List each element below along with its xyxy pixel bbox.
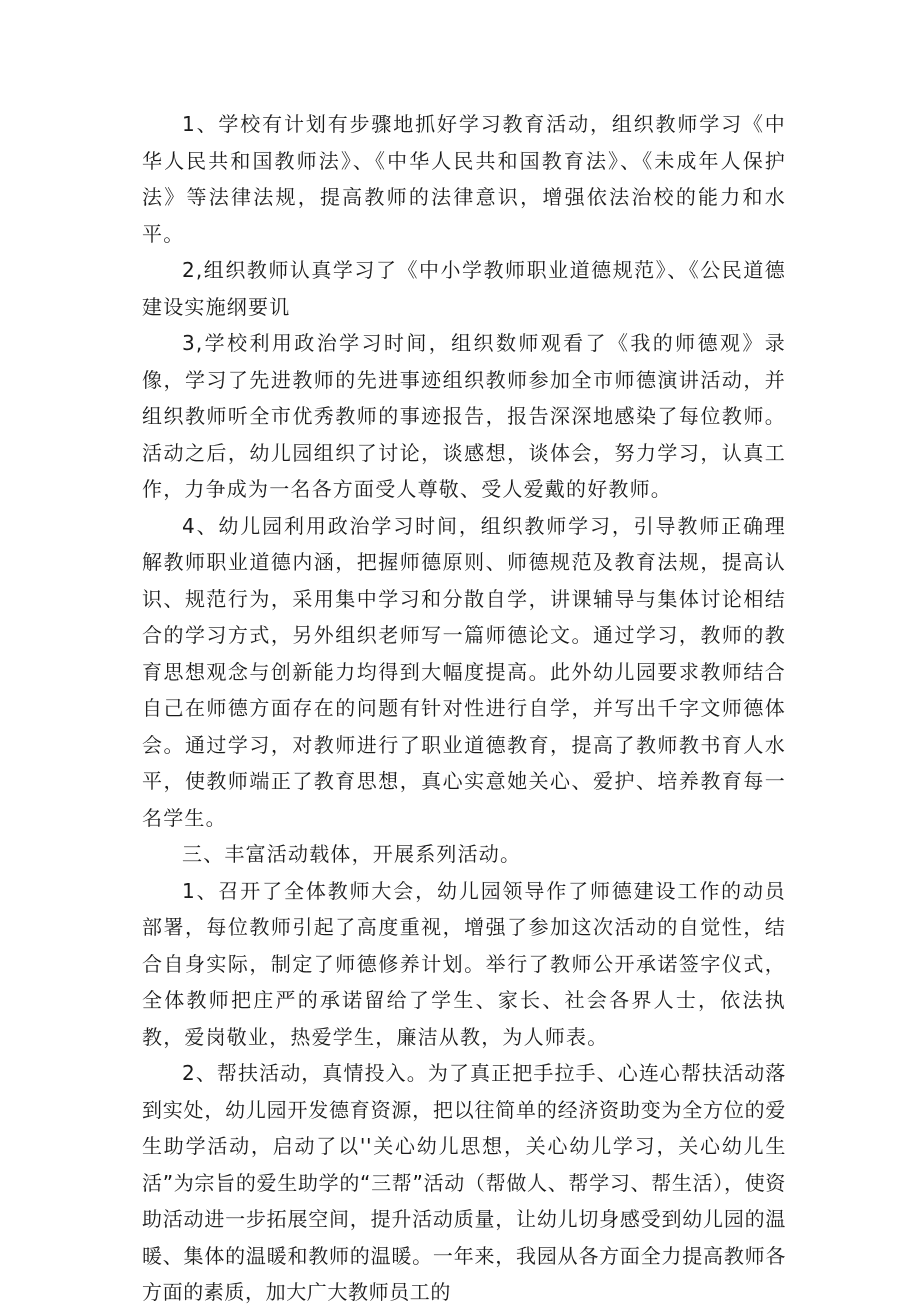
paragraph-4: 4、幼儿园利用政治学习时间，组织教师学习，引导教师正确理解教师职业道德内涵，把握师德原则、师德规范及教育法规，提高认识、规范行为，采用集中学习和分散自学，讲课辅导与集体讨论相结合的学习方式，另外组织老师写一篇师德论文。通过学习，教师的教育思想观念与创新能力均得到大幅度提高。此外幼儿园要求教师结合自己在师德方面存在的问题有针对性进行自学，并写出千字文师德体会。通过学习，对教师进行了职业道德教育，提高了教师教书育人水平，使教师端正了教育思想，真心实意她关心、爱护、培养教育每一名学生。 (142, 513, 786, 830)
section-heading-3: 三、丰富活动载体，开展系列活动。 (182, 842, 522, 866)
document-body (142, 106, 786, 1311)
paragraph-5: 1、召开了全体教师大会，幼儿园领导作了师德建设工作的动员部署，每位教师引起了高度重视，增强了参加这次活动的自觉性，结合自身实际，制定了师德修养计划。举行了教师公开承诺签字仪式，全体教师把庄严的承诺留给了学生、家长、社会各界人士，依法执教，爱岗敬业，热爱学生，廉洁从教，为人师表。 (142, 878, 786, 1049)
paragraph-3: 3,学校利用政治学习时间，组织数师观看了《我的师德观》录像，学习了先进教师的先进事迹组织教师参加全市师德演讲活动，并组织教师听全市优秀教师的事迹报告，报告深深地感染了每位教师。活动之后，幼儿园组织了讨论，谈感想，谈体会，努力学习，认真工作，力争成为一名各方面受人尊敬、受人爱戴的好教师。 (142, 331, 786, 501)
paragraph-6: 2、帮扶活动，真情投入。为了真正把手拉手、心连心帮扶活动落到实处，幼儿园开发德育资源，把以往简单的经济资助变为全方位的爱生助学活动，启动了以''关心幼儿思想，关心幼儿学习，关心幼儿生活”为宗旨的爱生助学的“三帮”活动（帮做人、帮学习、帮生活），使资助活动进一步拓展空间，提升活动质量，让幼儿切身感受到幼儿园的温暖、集体的温暖和教师的温暖。一年来，我园从各方面全力提高教师各方面的素质，加大广大教师员工的 (142, 1061, 786, 1304)
paragraph-1: 1、学校有计划有步骤地抓好学习教育活动，组织教师学习《中华人民共和国教师法》、《中华人民共和国教育法》、《未成年人保护法》等法律法规，提高教师的法律意识，增强依法治校的能力和水平。 (142, 112, 786, 246)
paragraph-2: 2,组织教师认真学习了《中小学教师职业道德规范》、《公民道德建设实施纲要讥 (142, 258, 786, 319)
